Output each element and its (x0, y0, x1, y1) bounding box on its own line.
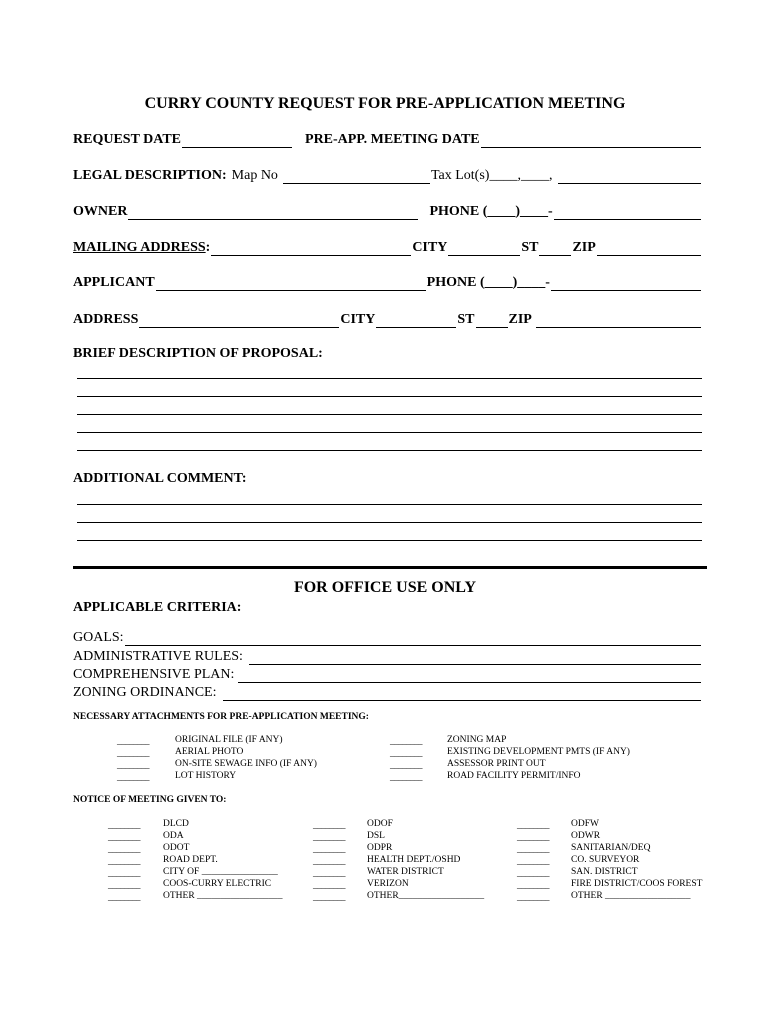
notice-odfw: ODFW (571, 819, 599, 829)
criteria-admin-rules-label: ADMINISTRATIVE RULES: (73, 649, 243, 664)
comment-line[interactable] (77, 540, 702, 541)
notice-health-dept: HEALTH DEPT./OSHD (367, 855, 461, 865)
criteria-goals-label: GOALS: (73, 630, 124, 645)
notice-checkbox[interactable]: ________ (313, 844, 345, 854)
st-field[interactable] (476, 314, 508, 328)
criteria-goals-field[interactable] (125, 632, 701, 646)
criteria-comp-plan-row (73, 665, 702, 683)
notice-checkbox[interactable]: ________ (108, 880, 140, 890)
attachment-checkbox[interactable]: ________ (390, 736, 422, 746)
proposal-line[interactable] (77, 432, 702, 433)
address-label: ADDRESS (73, 312, 139, 327)
notice-checkbox[interactable]: ________ (517, 856, 549, 866)
notice-verizon: VERIZON (367, 879, 409, 889)
preapp-meeting-date-label: PRE-APP. MEETING DATE (305, 132, 480, 147)
criteria-admin-rules-row (73, 647, 702, 665)
map-no-field[interactable] (283, 170, 430, 184)
mailing-zip-field[interactable] (597, 242, 701, 256)
attachment-zoning-map: ZONING MAP (447, 735, 507, 745)
notice-coos-curry-electric: COOS-CURRY ELECTRIC (163, 879, 272, 889)
notice-checkbox[interactable]: ________ (313, 820, 345, 830)
notice-oda: ODA (163, 831, 184, 841)
criteria-zoning-field[interactable] (223, 687, 702, 701)
legal-description-label: LEGAL DESCRIPTION: (73, 168, 227, 183)
notice-checkbox[interactable]: ________ (108, 820, 140, 830)
notice-other-3: OTHER __________________ (571, 891, 691, 901)
notice-water-district: WATER DISTRICT (367, 867, 444, 877)
attachment-road-permit: ROAD FACILITY PERMIT/INFO (447, 771, 581, 781)
notice-other-1: OTHER __________________ (163, 891, 283, 901)
notice-other-2: OTHER__________________ (367, 891, 485, 901)
notice-checkbox[interactable]: ________ (313, 832, 345, 842)
request-date-field[interactable] (182, 134, 292, 148)
applicant-phone-field[interactable] (551, 277, 701, 291)
notice-checkbox[interactable]: ________ (108, 856, 140, 866)
criteria-comp-plan-field[interactable] (238, 669, 701, 683)
notice-road-dept: ROAD DEPT. (163, 855, 218, 865)
form-title: CURRY COUNTY REQUEST FOR PRE-APPLICATION MEETING (144, 95, 626, 112)
mailing-address-label: MAILING ADDRESS (73, 240, 206, 255)
notice-checkbox[interactable]: ________ (517, 880, 549, 890)
mailing-zip-label: ZIP (572, 240, 596, 255)
attachment-checkbox[interactable]: ________ (117, 760, 149, 770)
owner-phone-label: PHONE (____)____- (429, 204, 553, 219)
legal-description-row (73, 166, 702, 184)
notice-san-district: SAN. DISTRICT (571, 867, 638, 877)
criteria-comp-plan-label: COMPREHENSIVE PLAN: (73, 667, 235, 682)
notice-odwr: ODWR (571, 831, 601, 841)
attachment-existing-permits: EXISTING DEVELOPMENT PMTS (IF ANY) (447, 747, 630, 757)
comment-line[interactable] (77, 522, 702, 523)
notice-label: NOTICE OF MEETING GIVEN TO: (73, 795, 227, 805)
comment-label: ADDITIONAL COMMENT: (73, 471, 247, 486)
attachment-checkbox[interactable]: ________ (117, 772, 149, 782)
applicant-row (73, 273, 702, 291)
attachment-checkbox[interactable]: ________ (390, 760, 422, 770)
notice-checkbox[interactable]: ________ (517, 868, 549, 878)
notice-checkbox[interactable]: ________ (108, 868, 140, 878)
notice-odpr: ODPR (367, 843, 393, 853)
notice-checkbox[interactable]: ________ (517, 820, 549, 830)
mailing-city-label: CITY (412, 240, 448, 255)
notice-checkbox[interactable]: ________ (108, 892, 140, 902)
notice-odof: ODOF (367, 819, 393, 829)
tax-lots-label: Tax Lot(s)____,____, (430, 168, 553, 183)
attachment-sewage-info: ON-SITE SEWAGE INFO (IF ANY) (175, 759, 317, 769)
city-field[interactable] (376, 314, 456, 328)
notice-checkbox[interactable]: ________ (517, 892, 549, 902)
owner-row (73, 202, 702, 220)
map-no-label: Map No (231, 168, 278, 183)
notice-fire-district: FIRE DISTRICT/COOS FOREST (571, 879, 703, 889)
attachment-checkbox[interactable]: ________ (390, 772, 422, 782)
mailing-st-label: ST (521, 240, 539, 255)
applicant-label: APPLICANT (73, 275, 155, 290)
zip-label: ZIP (508, 312, 532, 327)
applicant-field[interactable] (156, 277, 426, 291)
address-field[interactable] (139, 314, 339, 328)
mailing-address-colon: : (205, 240, 211, 255)
mailing-city-field[interactable] (448, 242, 520, 256)
notice-checkbox[interactable]: ________ (517, 832, 549, 842)
owner-phone-field[interactable] (554, 206, 701, 220)
notice-checkbox[interactable]: ________ (313, 880, 345, 890)
criteria-zoning-row (73, 683, 702, 701)
proposal-line[interactable] (77, 396, 702, 397)
notice-sanitarian-deq: SANITARIAN/DEQ (571, 843, 651, 853)
notice-checkbox[interactable]: ________ (108, 844, 140, 854)
notice-dsl: DSL (367, 831, 385, 841)
attachment-checkbox[interactable]: ________ (117, 736, 149, 746)
owner-label: OWNER (73, 204, 128, 219)
notice-checkbox[interactable]: ________ (517, 844, 549, 854)
criteria-label: APPLICABLE CRITERIA: (73, 600, 242, 615)
comment-line[interactable] (77, 504, 702, 505)
notice-checkbox[interactable]: ________ (313, 856, 345, 866)
request-date-row (73, 130, 702, 148)
st-label: ST (457, 312, 475, 327)
notice-city-of: CITY OF ________________ (163, 867, 278, 877)
section-divider (73, 566, 707, 569)
mailing-st-field[interactable] (539, 242, 571, 256)
request-date-label: REQUEST DATE (73, 132, 182, 147)
tax-lots-field[interactable] (558, 170, 701, 184)
attachment-original-file: ORIGINAL FILE (IF ANY) (175, 735, 283, 745)
office-use-title: FOR OFFICE USE ONLY (293, 579, 477, 596)
criteria-goals-row (73, 628, 702, 646)
notice-dlcd: DLCD (163, 819, 189, 829)
attachments-label: NECESSARY ATTACHMENTS FOR PRE-APPLICATION MEETING: (73, 712, 369, 722)
applicant-phone-label: PHONE (____)____- (426, 275, 550, 290)
proposal-line[interactable] (77, 414, 702, 415)
mailing-address-row (73, 238, 702, 256)
attachment-lot-history: LOT HISTORY (175, 771, 237, 781)
attachment-assessor-print: ASSESSOR PRINT OUT (447, 759, 546, 769)
mailing-address-field[interactable] (211, 242, 411, 256)
address-row (73, 310, 702, 328)
notice-co-surveyor: CO. SURVEYOR (571, 855, 640, 865)
attachment-checkbox[interactable]: ________ (117, 748, 149, 758)
proposal-line[interactable] (77, 450, 702, 451)
proposal-label: BRIEF DESCRIPTION OF PROPOSAL: (73, 346, 323, 361)
notice-checkbox[interactable]: ________ (108, 832, 140, 842)
criteria-admin-rules-field[interactable] (249, 651, 701, 665)
notice-odot: ODOT (163, 843, 190, 853)
zip-field[interactable] (536, 314, 701, 328)
notice-checkbox[interactable]: ________ (313, 892, 345, 902)
city-label: CITY (340, 312, 376, 327)
notice-checkbox[interactable]: ________ (313, 868, 345, 878)
criteria-zoning-label: ZONING ORDINANCE: (73, 685, 217, 700)
attachment-aerial-photo: AERIAL PHOTO (175, 747, 244, 757)
attachment-checkbox[interactable]: ________ (390, 748, 422, 758)
preapp-meeting-date-field[interactable] (481, 134, 701, 148)
owner-field[interactable] (128, 206, 418, 220)
proposal-line[interactable] (77, 378, 702, 379)
